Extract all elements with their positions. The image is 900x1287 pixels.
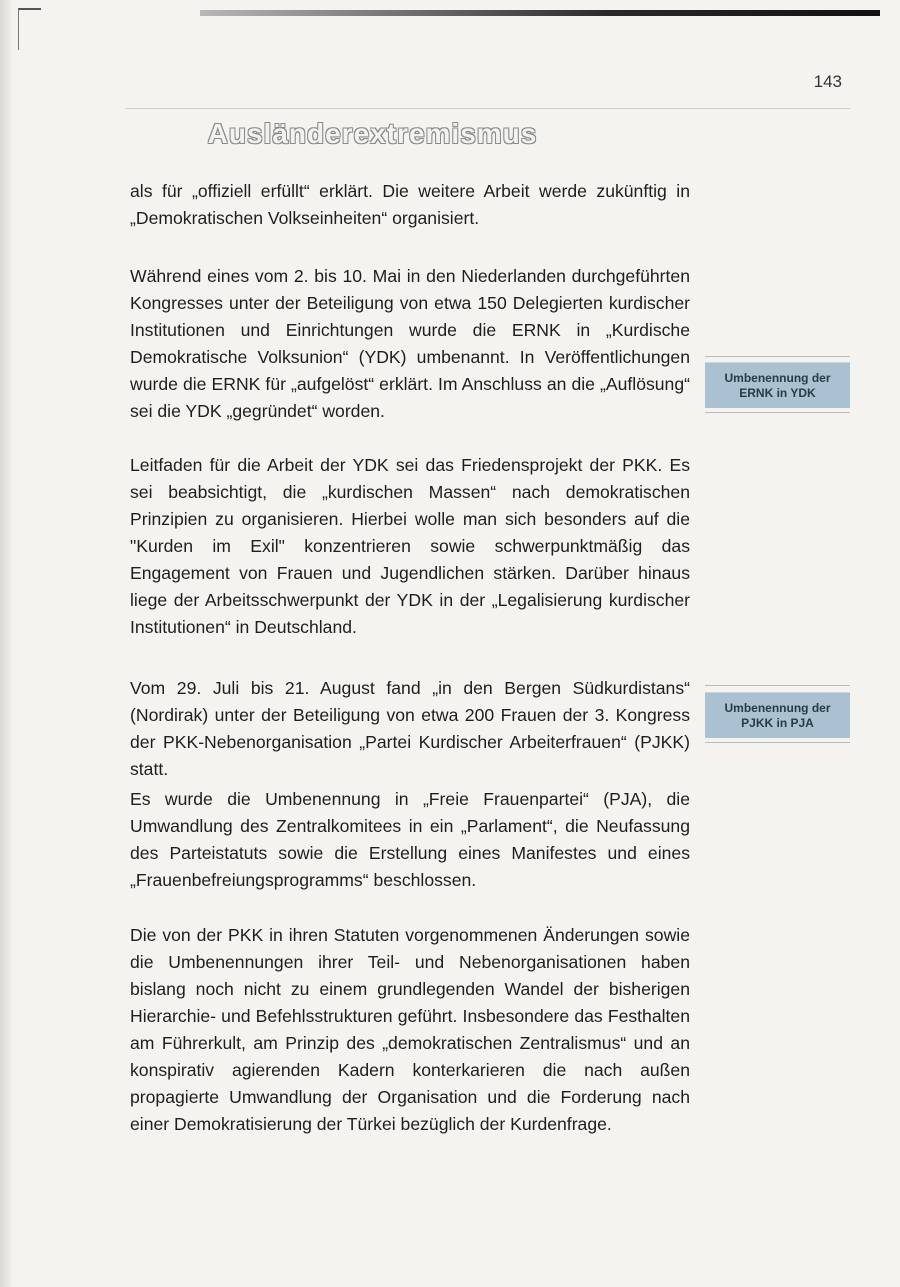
margin-note-ernk <box>705 362 850 408</box>
section-title: Ausländerextremismus <box>207 118 538 149</box>
margin-note-rule <box>705 356 850 357</box>
paragraph-ydk-guideline: Leitfaden für die Arbeit der YDK sei das Friedensprojekt der PKK. Es sei beabsichtigt, die „kurdischen Massen“ nach demokratischen Prinzipien zu organisieren. Hierbei wolle man sich besonders auf die "Kurden im Exil" konzentrieren sowie schwerpunktmäßig das Engagement von Frauen und Jugendlichen stärken. Darüber hinaus liege der Arbeitsschwerpunkt der YDK in der „Legalisierung kurdischer Institutionen“ in Deutschland. <box>130 455 690 637</box>
margin-note-line: Umbenennung der <box>724 701 831 715</box>
header-rule <box>125 108 850 109</box>
paragraph-conclusion: Die von der PKK in ihren Statuten vorgenommenen Änderungen sowie die Umbenennungen ihrer Teil- und Nebenorganisationen haben bislang noch nicht zu einem grundlegenden Wandel der bisherigen Hierarchie- und Befehlsstrukturen geführt. Insbesondere das Festhalten am Führerkult, am Prinzip des „demokratischen Zentralismus“ und an konspirativ agierenden Kadern konterkarieren die nach außen propagierte Umwandlung der Organisation und die Forderung nach einer Demokratisierung der Türkei bezüglich der Kurdenfrage. <box>130 925 690 1134</box>
margin-note-rule <box>705 412 850 413</box>
margin-note-rule <box>705 685 850 686</box>
margin-note-pjkk <box>705 692 850 738</box>
top-rule <box>200 10 880 16</box>
margin-note-rule <box>705 742 850 743</box>
crop-mark <box>18 8 41 50</box>
paragraph-ernk-renaming: Während eines vom 2. bis 10. Mai in den Niederlanden durchgeführten Kongresses unter der Beteiligung von etwa 150 Delegierten kurdischer Institutionen und Einrichtungen wurde die ERNK in „Kurdische Demokratische Volksunion“ (YDK) umbenannt. In Veröffentlichungen wurde die ERNK für „aufgelöst“ erklärt. Im Anschluss an die „Auflösung“ sei die YDK „gegründet“ worden. <box>130 266 690 421</box>
paragraph-pjkk-congress: Vom 29. Juli bis 21. August fand „in den Bergen Südkurdistans“ (Nordirak) unter der Beteiligung von etwa 200 Frauen der 3. Kongress der PKK-Nebenorganisation „Partei Kurdischer Arbeiterfrauen“ (PJKK) statt. <box>130 678 690 779</box>
paragraph-intro: als für „offiziell erfüllt“ erklärt. Die weitere Arbeit werde zukünftig in „Demokratischen Volkseinheiten“ organisiert. <box>130 181 690 228</box>
margin-note-line: Umbenennung der <box>724 371 831 385</box>
page-binding-edge <box>0 0 12 1287</box>
paragraph-pja-renaming: Es wurde die Umbenennung in „Freie Frauenpartei“ (PJA), die Umwandlung des Zentralkomitees in ein „Parlament“, die Neufassung des Parteistatuts sowie die Erstellung eines Manifestes und eines „Frauenbefreiungsprogramms“ beschlossen. <box>130 789 690 890</box>
page-number: 143 <box>813 72 842 91</box>
margin-note-line: PJKK in PJA <box>741 716 814 730</box>
margin-note-line: ERNK in YDK <box>739 386 816 400</box>
